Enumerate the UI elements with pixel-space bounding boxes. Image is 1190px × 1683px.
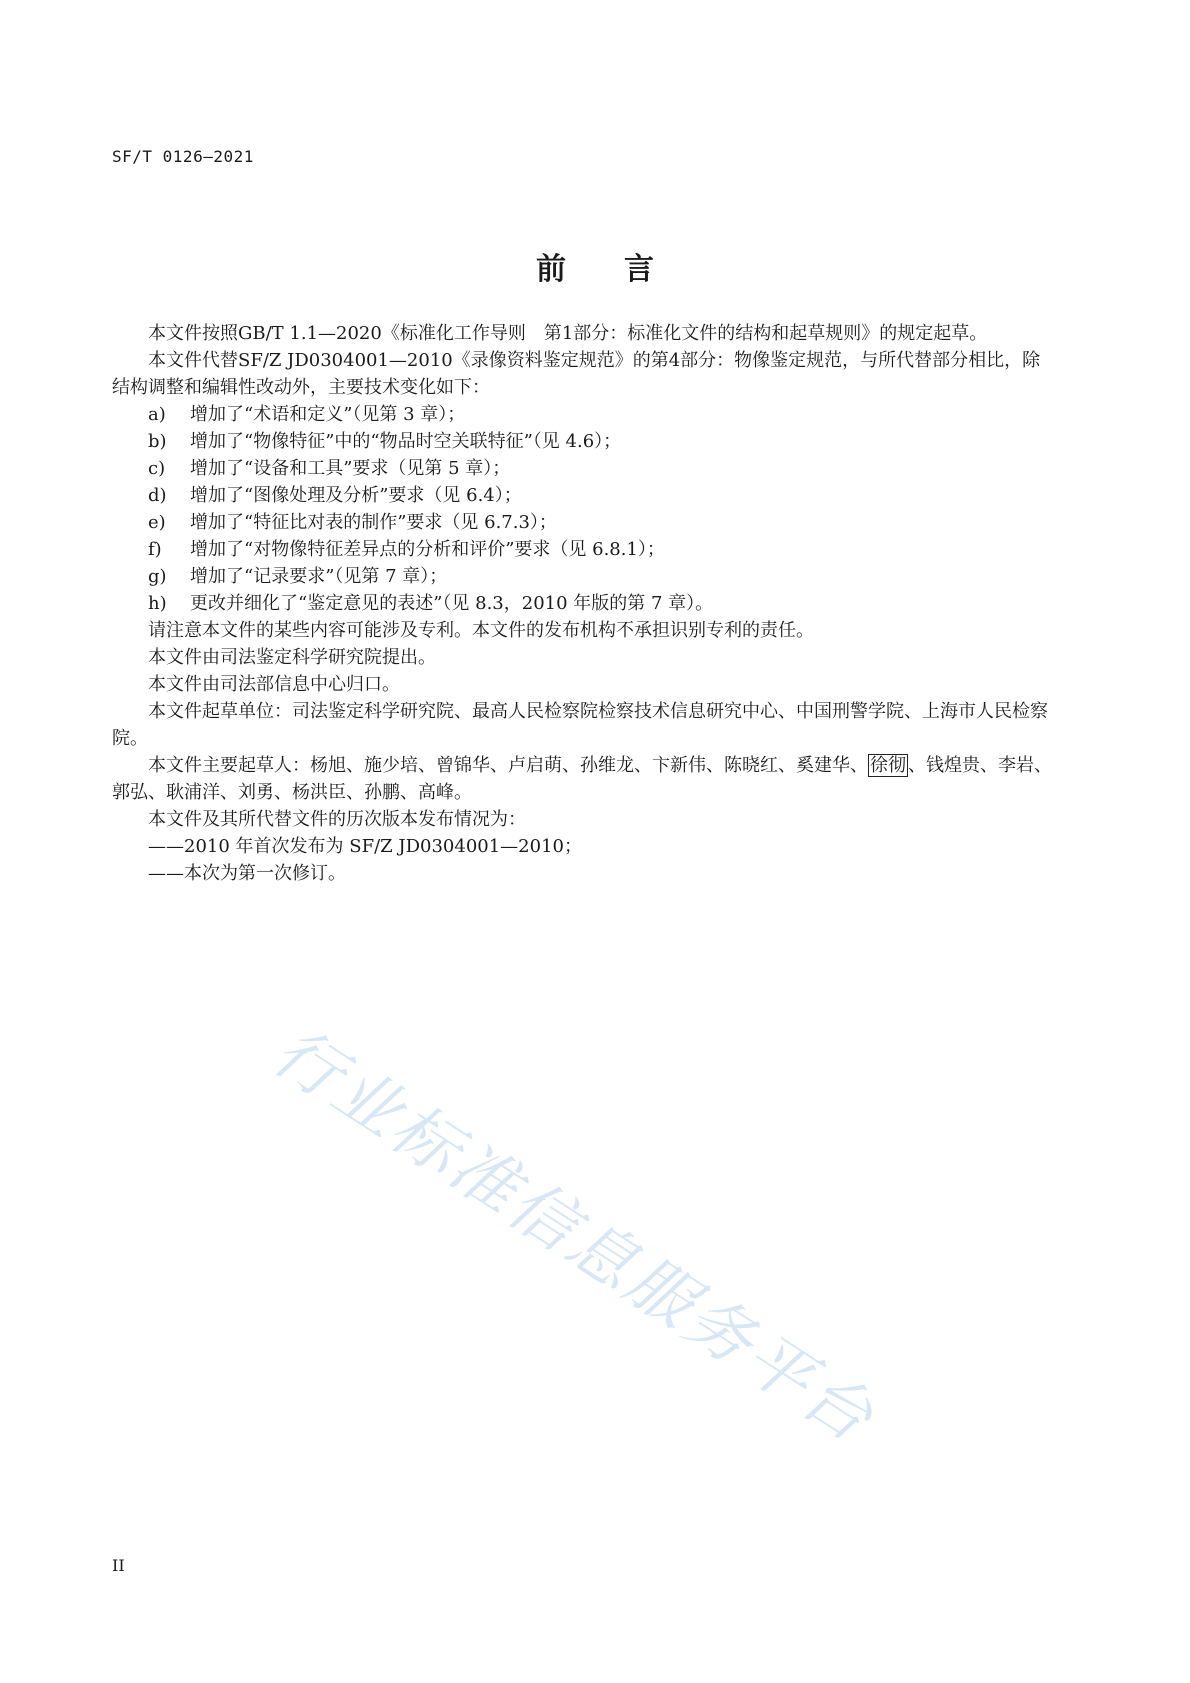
history-item: ——本次为第一次修订。 bbox=[148, 863, 346, 884]
list-marker: a) bbox=[148, 404, 166, 425]
list-item bbox=[112, 428, 1052, 455]
list-marker: h) bbox=[148, 593, 167, 614]
watermark-text: 行业标准信息服务平台 bbox=[259, 1012, 889, 1459]
list-marker: c) bbox=[148, 458, 166, 479]
list-item-text: 增加了“设备和工具”要求（见第 5 章）； bbox=[190, 458, 511, 479]
history-item: ——2010 年首次发布为 SF/Z JD0304001—2010； bbox=[148, 836, 582, 857]
list-item-text: 增加了“图像处理及分析”要求（见 6.4）； bbox=[190, 485, 522, 506]
drafters-text-before: 本文件主要起草人：杨旭、施少培、曾锦华、卢启萌、孙维龙、卞新伟、陈晓红、奚建华、 bbox=[148, 755, 868, 776]
intro-paragraph-2: 本文件代替SF/Z JD0304001—2010《录像资料鉴定规范》的第4部分：物像鉴定规范，与所代替部分相比，除结构调整和编辑性改动外，主要技术变化如下： bbox=[112, 350, 1041, 398]
list-marker: e) bbox=[148, 512, 166, 533]
boxed-drafter-name: 徐彻 bbox=[870, 755, 906, 776]
page-title: 前言 bbox=[536, 252, 712, 287]
page-number: II bbox=[112, 1556, 125, 1575]
list-item-text: 增加了“记录要求”（见第 7 章）； bbox=[190, 566, 448, 587]
list-marker: d) bbox=[148, 485, 167, 506]
intro-paragraph-1: 本文件按照GB/T 1.1—2020《标准化工作导则 第1部分：标准化文件的结构和起草规则》的规定起草。 bbox=[148, 323, 988, 344]
list-marker: b) bbox=[148, 431, 167, 452]
history-intro: 本文件及其所代替文件的历次版本发布情况为： bbox=[148, 809, 526, 830]
list-item bbox=[112, 482, 1052, 509]
patent-notice: 请注意本文件的某些内容可能涉及专利。本文件的发布机构不承担识别专利的责任。 bbox=[148, 620, 814, 641]
list-item-text: 增加了“物像特征”中的“物品时空关联特征”（见 4.6）； bbox=[190, 431, 622, 452]
list-marker: g) bbox=[148, 566, 167, 587]
list-marker: f) bbox=[148, 539, 162, 560]
list-item bbox=[112, 401, 1052, 428]
document-body bbox=[112, 320, 1052, 887]
list-item bbox=[112, 455, 1052, 482]
list-item-text: 增加了“特征比对表的制作”要求（见 6.7.3）； bbox=[190, 512, 557, 533]
list-item-text: 增加了“术语和定义”（见第 3 章）； bbox=[190, 404, 466, 425]
list-item bbox=[112, 563, 1052, 590]
document-code: SF/T 0126—2021 bbox=[112, 147, 254, 166]
drafters-paragraph bbox=[112, 752, 1052, 806]
drafting-units: 本文件起草单位：司法鉴定科学研究院、最高人民检察院检察技术信息研究中心、中国刑警学院、上海市人民检察院。 bbox=[112, 701, 1048, 749]
list-item-text: 更改并细化了“鉴定意见的表述”（见 8.3，2010 年版的第 7 章）。 bbox=[190, 593, 714, 614]
list-item bbox=[112, 590, 1052, 617]
list-item-text: 增加了“对物像特征差异点的分析和评价”要求（见 6.8.1）； bbox=[190, 539, 665, 560]
changes-list bbox=[112, 401, 1052, 617]
drafters-text-after: 、钱煌贵、李岩、郭弘、耿浦洋、刘勇、杨洪臣、孙鹏、高峰。 bbox=[112, 755, 1052, 803]
proposer-statement: 本文件由司法鉴定科学研究院提出。 bbox=[148, 647, 436, 668]
list-item bbox=[112, 509, 1052, 536]
administrator-statement: 本文件由司法部信息中心归口。 bbox=[148, 674, 400, 695]
list-item bbox=[112, 536, 1052, 563]
